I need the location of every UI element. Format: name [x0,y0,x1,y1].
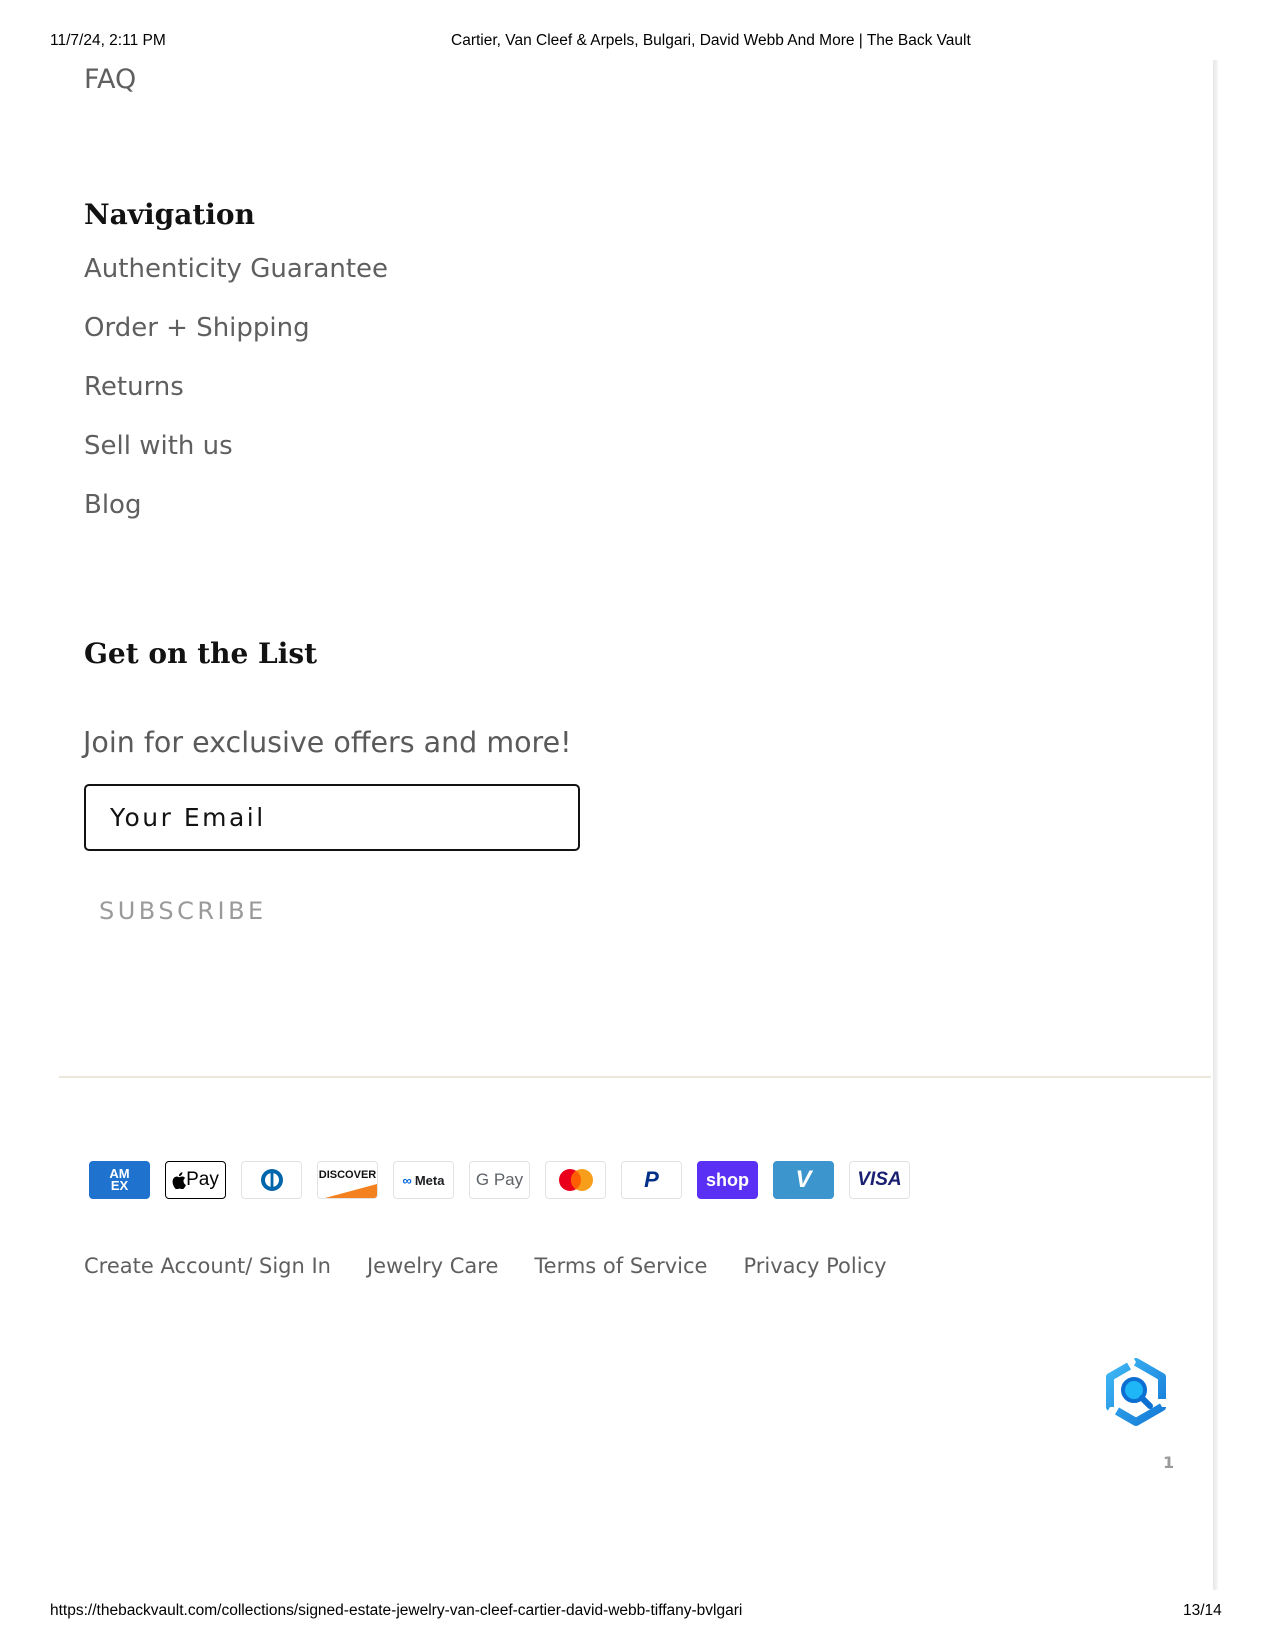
apple-pay-label: Pay [186,1169,219,1190]
jewelry-care-link[interactable]: Jewelry Care [366,1254,499,1278]
nav-item-returns[interactable]: Returns [84,372,184,402]
diners-club-icon [241,1161,302,1199]
google-pay-label: G Pay [475,1170,524,1189]
discover-label: DISCOVER [318,1169,377,1181]
footer-divider [59,1076,1211,1078]
payment-icons [89,1161,910,1199]
paypal-icon [621,1161,682,1199]
privacy-policy-link[interactable]: Privacy Policy [743,1254,887,1278]
navigation-list [84,252,388,547]
meta-pay-label: Meta [414,1172,445,1188]
print-page-title: Cartier, Van Cleef & Arpels, Bulgari, David Webb And More | The Back Vault [451,32,971,49]
mastercard-circles-icon [556,1167,596,1193]
widget-badge-count: 1 [1163,1453,1175,1472]
meta-infinity-icon: ∞ [402,1172,412,1188]
print-url: https://thebackvault.com/collections/signed-estate-jewelry-van-cleef-cartier-david-webb-tiffany-bvlgari [50,1602,743,1619]
newsletter-heading: Get on the List [84,637,318,670]
email-field-container [84,784,580,851]
email-field[interactable] [110,786,550,849]
footer-links [84,1254,923,1278]
meta-pay-icon [393,1161,454,1199]
print-datetime: 11/7/24, 2:11 PM [50,32,166,49]
shop-pay-icon [697,1161,758,1199]
apple-logo-icon [172,1172,186,1189]
subscribe-button[interactable]: SUBSCRIBE [99,897,267,925]
page-edge-shadow [1213,60,1218,1590]
paypal-label: P [644,1167,659,1192]
visa-icon [849,1161,910,1199]
nav-item-order-shipping[interactable]: Order + Shipping [84,313,310,343]
discover-icon [317,1161,378,1199]
print-page-number: 13/14 [1183,1602,1222,1619]
nav-item-sell-with-us[interactable]: Sell with us [84,431,233,461]
search-hexagon-icon [1100,1356,1172,1428]
mastercard-icon [545,1161,606,1199]
navigation-heading: Navigation [84,198,255,231]
visa-label: VISA [857,1169,902,1190]
apple-pay-icon [165,1161,226,1199]
newsletter-subtext: Join for exclusive offers and more! [83,726,572,759]
google-pay-icon [469,1161,530,1199]
venmo-icon [773,1161,834,1199]
shop-pay-label: shop [706,1169,749,1190]
nav-item-blog[interactable]: Blog [84,490,142,520]
terms-of-service-link[interactable]: Terms of Service [534,1254,708,1278]
create-account-sign-in-link[interactable]: Create Account/ Sign In [84,1254,331,1278]
venmo-label: V [795,1166,812,1193]
faq-link[interactable]: FAQ [84,64,137,95]
nav-item-authenticity-guarantee[interactable]: Authenticity Guarantee [84,254,389,284]
discover-stripe [325,1184,377,1198]
search-widget-icon[interactable] [1100,1356,1172,1428]
diners-club-logo-icon [256,1168,288,1192]
amex-icon [89,1161,150,1199]
amex-icon-label: AM EX [109,1166,130,1193]
